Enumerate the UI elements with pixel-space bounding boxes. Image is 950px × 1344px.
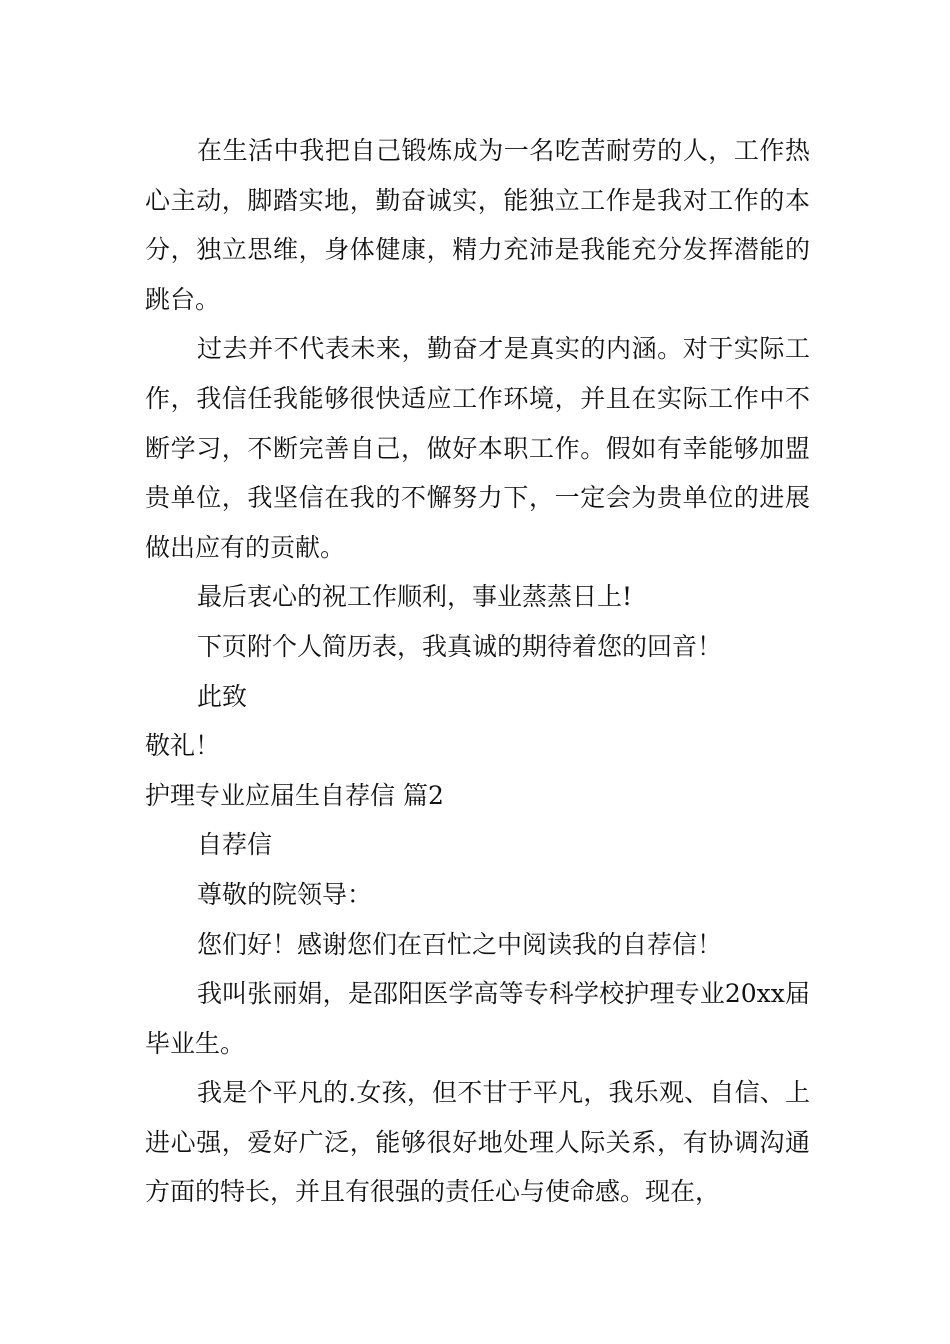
paragraph-future-diligence: 过去并不代表未来，勤奋才是真实的内涵。对于实际工作，我信任我能够很快适应工作环境，并且在实际工作中不断学习，不断完善自己，做好本职工作。假如有幸能够加盟贵单位，我坚信在我的不懈努力下，一定会为贵单位的进展做出应有的贡献。: [145, 334, 810, 562]
paragraph-greeting: 您们好！感谢您们在百忙之中阅读我的自荐信！: [197, 929, 723, 959]
paragraph-self-introduction: 我叫张丽娟，是邵阳医学高等专科学校护理专业20xx届毕业生。: [145, 979, 810, 1058]
paragraph-closing-jingli: 敬礼！: [145, 731, 221, 761]
paragraph-personality: 我是个平凡的.女孩，但不甘于平凡，我乐观、自信、上进心强，爱好广泛，能够很好地处理人际关系，有协调沟通方面的特长，并且有很强的责任心与使命感。现在，: [145, 1078, 810, 1207]
paragraph-resume-attached: 下页附个人简历表，我真诚的期待着您的回音！: [197, 631, 723, 661]
section-heading-part-2: 护理专业应届生自荐信 篇2: [145, 780, 444, 810]
letter-title: 自荐信: [197, 830, 273, 860]
paragraph-life-character: 在生活中我把自己锻炼成为一名吃苦耐劳的人，工作热心主动，脚踏实地，勤奋诚实，能独立工作是我对工作的本分，独立思维，身体健康，精力充沛是我能充分发挥潜能的跳台。: [145, 136, 810, 314]
letter-salutation: 尊敬的院领导：: [197, 879, 373, 909]
paragraph-best-wishes: 最后衷心的祝工作顺利，事业蒸蒸日上!: [197, 582, 633, 612]
document-body: [145, 126, 810, 1217]
paragraph-closing-cizhi: 此致: [197, 681, 248, 711]
